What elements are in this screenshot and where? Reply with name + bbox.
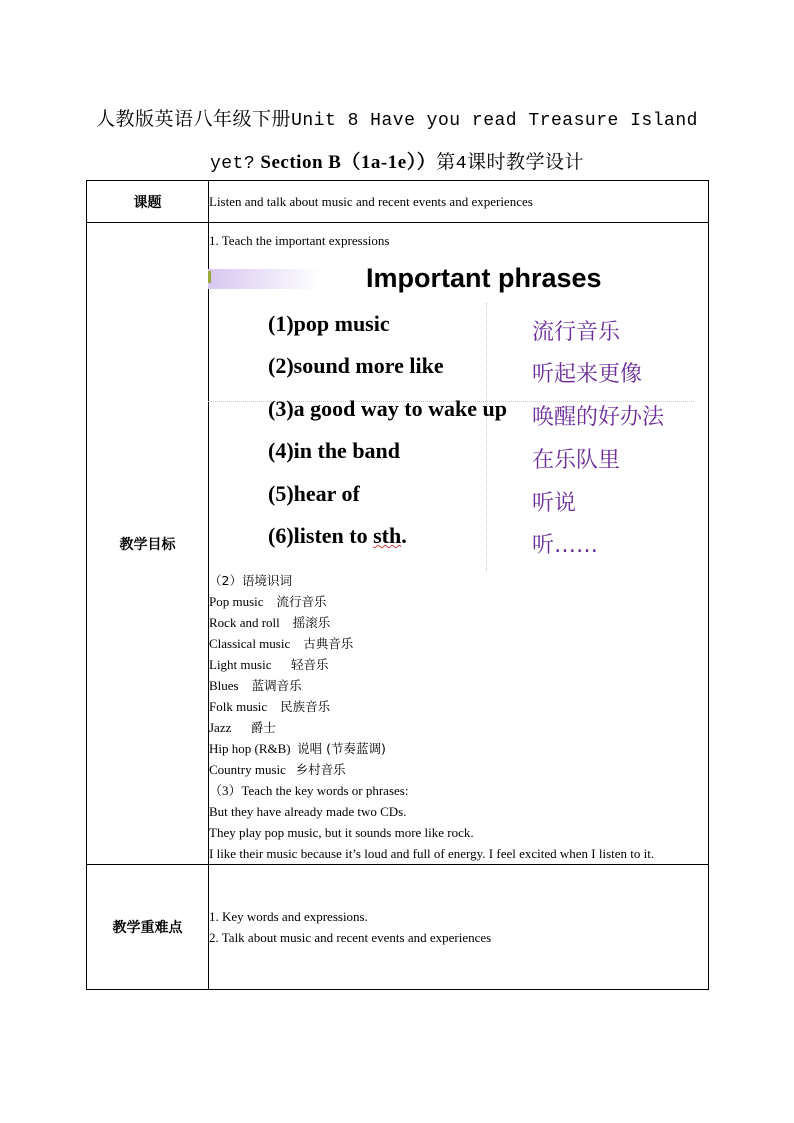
vocab-zh: 乡村音乐 [295, 762, 346, 777]
title-unit-part: Unit 8 Have you read Treasure Island [291, 111, 698, 131]
vocab-en: Jazz [209, 720, 232, 735]
vocab-zh: 蓝调音乐 [251, 678, 302, 693]
vocab-en: Light music [209, 657, 272, 672]
title-section-part: Section B（1a-1e）） [260, 152, 437, 173]
title-di: 第 [436, 152, 456, 173]
vocab-en: Blues [209, 678, 239, 693]
vocab-zh: 古典音乐 [303, 636, 354, 651]
vocab-item [209, 591, 708, 612]
vocab-en: Rock and roll [209, 615, 280, 630]
phrase-en-6-dot: . [401, 523, 407, 548]
key-sentence-2: They play pop music, but it sounds more like rock. [209, 825, 474, 840]
vocab-zh: 爵士 [250, 720, 276, 735]
vocab-item [209, 738, 708, 759]
key-sentence-1: But they have already made two CDs. [209, 804, 407, 819]
title-chinese-part: 人教版英语八年级下册 [96, 109, 292, 130]
goals-row [87, 223, 709, 865]
goals-intro: 1. Teach the important expressions [209, 233, 390, 248]
slide-heading: Important phrases [366, 263, 602, 293]
vocab-item [209, 612, 708, 633]
key-sentence-3: I like their music because it’s loud and full of energy. I feel excited when I listen to it. [209, 846, 655, 861]
phrase-zh-3: 唤醒的好办法 [532, 405, 665, 430]
vocab-zh: 轻音乐 [290, 657, 329, 672]
vocab-en: Hip hop (R&B) [209, 741, 291, 756]
vocab-en: Classical music [209, 636, 291, 651]
vocab-en: Pop music [209, 594, 264, 609]
phrase-en-4: (4)in the band [268, 438, 401, 463]
document-title-line1 [86, 104, 708, 131]
title-lesson-number: 4 [455, 154, 468, 174]
difficulties-label: 教学重难点 [87, 865, 209, 990]
phrase-zh-1: 流行音乐 [532, 320, 621, 345]
important-phrases-slide [208, 253, 694, 569]
difficulties-content [209, 865, 709, 990]
difficulty-item-1: 1. Key words and expressions. [209, 909, 368, 924]
vocab-zh: 流行音乐 [276, 594, 327, 609]
vocab-en: Country music [209, 762, 286, 777]
vocab-item [209, 675, 708, 696]
vocab-item [209, 696, 708, 717]
difficulties-row [87, 865, 709, 990]
vocab-item [209, 717, 708, 738]
slide-bar-tip [208, 271, 211, 283]
phrase-zh-4: 在乐队里 [532, 448, 621, 473]
slide-header-bar [208, 269, 320, 289]
goals-content [209, 223, 709, 865]
vocab-zh: 说唱 (节奏蓝调) [297, 741, 386, 756]
slide-divider-vertical [486, 303, 487, 571]
phrase-zh-2: 听起来更像 [532, 362, 643, 387]
phrase-en-2: (2)sound more like [268, 353, 444, 378]
vocab-item [209, 633, 708, 654]
phrase-en-6 [268, 523, 407, 549]
vocab-zh: 摇滚乐 [292, 615, 331, 630]
phrase-en-6-a: (6)listen to [268, 523, 374, 548]
phrase-en-6-sth: sth [373, 523, 402, 548]
topic-text: Listen and talk about music and recent events and experiences [209, 181, 709, 223]
phrase-en-1: (1)pop music [268, 311, 390, 336]
phrase-zh-6: 听…… [532, 533, 599, 558]
section3-title: （3）Teach the key words or phrases: [209, 783, 409, 798]
phrase-en-3: (3)a good way to wake up [268, 396, 507, 421]
vocab-en: Folk music [209, 699, 268, 714]
title-yet-part: yet? [209, 154, 256, 174]
phrase-zh-5: 听说 [532, 491, 577, 516]
topic-label: 课题 [87, 181, 209, 223]
vocab-item [209, 654, 708, 675]
title-lesson-design: 课时教学设计 [467, 152, 585, 173]
lesson-plan-table [86, 180, 709, 990]
topic-row [87, 181, 709, 223]
goals-label: 教学目标 [87, 223, 209, 865]
vocab-item [209, 759, 708, 780]
phrase-en-5: (5)hear of [268, 481, 360, 506]
section2-title: （2）语境识词 [209, 573, 292, 588]
vocab-zh: 民族音乐 [280, 699, 331, 714]
document-title-line2 [86, 147, 708, 174]
difficulty-item-2: 2. Talk about music and recent events and experiences [209, 930, 492, 945]
